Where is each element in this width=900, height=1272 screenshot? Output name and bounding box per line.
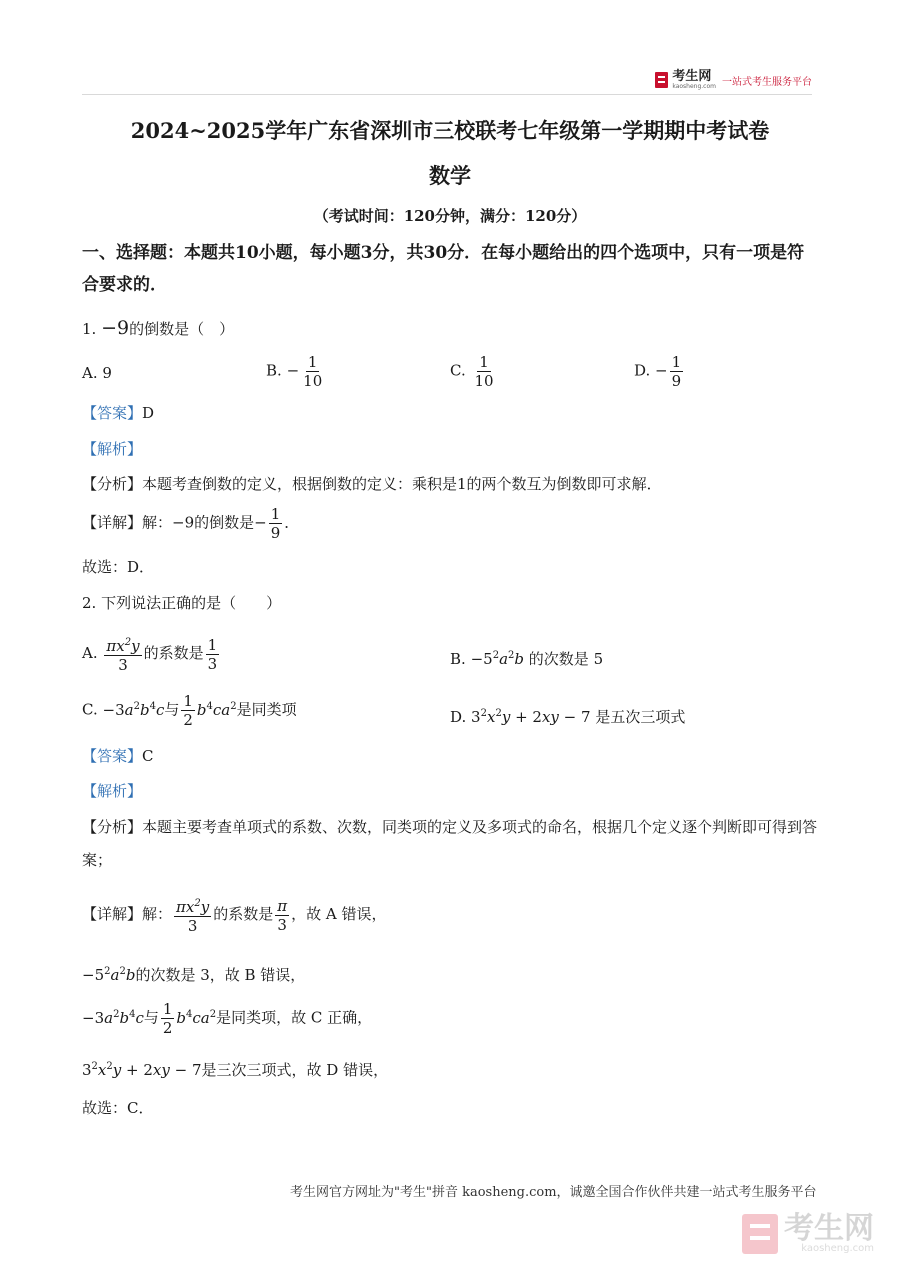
q2-detail-line4 <box>82 1057 388 1080</box>
logo-icon <box>655 72 668 88</box>
q1-option-d-sign: − <box>655 361 668 380</box>
q2-answer-tag: 【答案】 <box>82 747 143 765</box>
q1-option-c-label: C. <box>450 361 466 380</box>
q2-option-d <box>450 704 685 727</box>
q1-option-b-den: 10 <box>303 372 323 390</box>
q2-option-c-text: 是同类项 <box>236 700 297 719</box>
q2-detail4-expr: $3^2x^2y + 2xy - 7$ <box>82 1061 202 1079</box>
q2-option-d-expr: $3^2x^2y + 2xy - 7$ <box>471 708 591 726</box>
q2-stem-text: 下列说法正确的是（ ） <box>101 594 282 612</box>
q1-answer-tag: 【答案】 <box>82 404 143 422</box>
q1-option-a-label: A. 9 <box>82 364 112 382</box>
q1-option-d-den: 9 <box>671 372 682 390</box>
q2-option-a-text: 的系数是 <box>143 644 204 662</box>
q1-option-c <box>450 353 498 390</box>
q2-option-b-expr: $-5^2a^2b$ <box>470 650 525 668</box>
q1-option-c-den: 10 <box>474 372 494 390</box>
q1-option-d <box>634 353 685 390</box>
q2-detail-expr1: $\frac{\pi x^2y}{3}$ <box>174 895 211 935</box>
q1-option-b-label: B. <box>266 361 282 380</box>
q1-answer <box>82 403 154 423</box>
q1-option-b <box>266 353 326 390</box>
q1-stem-math: −9 <box>101 317 130 339</box>
q2-option-c-half-den: 2 <box>183 711 193 729</box>
q1-analysis-tag: 【解析】 <box>82 440 143 458</box>
logo-slogan: 一站式考生服务平台 <box>722 76 812 88</box>
q2-option-c-half-num: 1 <box>183 692 193 710</box>
watermark-domain: kaosheng.com <box>801 1243 874 1254</box>
q1-fenxi <box>82 474 662 494</box>
q2-fenxi <box>82 811 822 877</box>
q1-detail-sign: − <box>254 513 267 532</box>
q2-option-c-half <box>181 692 195 729</box>
watermark <box>742 1211 874 1254</box>
q2-fenxi-text: 本题主要考查单项式的系数、次数，同类项的定义及多项式的命名，根据几个定义逐个判断即可得到答案； <box>82 818 818 869</box>
q2-detail2-expr: $-5^2a^2b$ <box>82 966 136 984</box>
q1-detail-pre: 解： <box>142 513 173 532</box>
q2-fenxi-tag: 【分析】 <box>82 818 143 836</box>
q2-number: 2. <box>82 594 97 612</box>
q2-option-c-with: 与 <box>164 700 180 719</box>
q1-detail-tag: 【详解】 <box>82 513 143 532</box>
q1-detail-end: ． <box>284 513 300 532</box>
q2-option-d-text: 是五次三项式 <box>595 708 686 726</box>
q1-fenxi-tag: 【分析】 <box>82 475 143 493</box>
q1-option-c-num: 1 <box>479 353 489 371</box>
q1-option-d-fraction <box>670 353 684 390</box>
q2-detail-pre: 解： <box>142 905 173 923</box>
q2-conclusion: 故选：C． <box>82 1099 154 1117</box>
q1-number: 1. <box>82 320 97 338</box>
q1-detail-mid: 的倒数是 <box>194 513 255 532</box>
q2-detail-pi-over-3: $\frac{\pi}{3}$ <box>277 896 288 934</box>
q2-detail-line3 <box>82 1000 372 1037</box>
q2-stem <box>82 593 281 613</box>
q1-option-d-label: D. <box>634 361 651 380</box>
q1-answer-value: D <box>142 404 155 422</box>
q1-detail-num: 1 <box>270 505 281 523</box>
exam-meta: （考试时间：120分钟，满分：120分） <box>313 207 587 225</box>
q2-detail-tag: 【详解】 <box>82 905 143 923</box>
q2-detail3-expr1: $-3a^2b^4c$ <box>82 1008 144 1027</box>
logo-name: 考生网 <box>672 69 712 84</box>
q1-stem-text: 的倒数是（ ） <box>129 320 235 338</box>
q2-option-b <box>450 646 603 669</box>
q2-option-c-expr1: $-3a^2b^4c$ <box>102 700 165 719</box>
q2-analysis <box>82 781 142 801</box>
q2-detail2-end: 的次数是 3，故 B 错误， <box>135 966 306 984</box>
q2-option-b-label: B. <box>450 650 466 668</box>
logo-domain: kaosheng.com <box>672 83 716 90</box>
subject-title: 数学 <box>429 163 471 188</box>
q1-fenxi-text: 本题考查倒数的定义，根据倒数的定义：乘积是1的两个数互为倒数即可求解． <box>142 475 662 493</box>
header-divider <box>82 94 812 95</box>
q2-option-a-label: A. <box>82 644 98 662</box>
q1-option-c-fraction <box>473 353 496 390</box>
footer-text: 考生网官方网址为"考生"拼音 kaosheng.com，诚邀全国合作伙伴共建一站式考生服务平台 <box>290 1185 817 1200</box>
q2-option-c <box>82 692 297 729</box>
q2-option-b-text: 的次数是 5 <box>528 650 604 668</box>
q2-analysis-tag: 【解析】 <box>82 782 143 800</box>
q2-option-c-expr2: $b^4ca^2$ <box>196 700 237 719</box>
q2-detail3-expr2: $b^4ca^2$ <box>176 1008 217 1027</box>
q1-detail <box>82 505 299 542</box>
q2-option-a-expr: $\frac{\pi x^2y}{3}$ <box>104 634 141 674</box>
q2-detail1-end: ，故 A 错误， <box>291 905 387 923</box>
q1-option-d-num: 1 <box>671 353 682 371</box>
q1-conclusion: 故选：D． <box>82 558 155 576</box>
q1-detail-math: −9 <box>172 513 195 532</box>
q1-detail-den: 9 <box>270 524 281 542</box>
q1-analysis <box>82 439 142 459</box>
watermark-name: 考生网 <box>784 1211 874 1246</box>
q2-option-a-coef-num: 1 <box>207 635 218 654</box>
q2-detail3-with: 与 <box>143 1008 159 1027</box>
q1-stem <box>82 318 234 339</box>
q2-detail4-end: 是三次三项式，故 D 错误， <box>201 1061 389 1079</box>
q2-detail1-mid: 的系数是 <box>213 905 274 923</box>
q2-answer-value: C <box>142 747 154 765</box>
q2-detail3-end: 是同类项，故 C 正确， <box>216 1008 373 1027</box>
q1-option-b-fraction <box>301 353 324 390</box>
q2-detail-line1 <box>82 895 386 935</box>
q2-option-d-label: D. <box>450 708 467 726</box>
q2-detail3-half: $\frac{1}{2}$ <box>162 1000 173 1037</box>
watermark-logo-icon <box>742 1214 778 1254</box>
section-heading: 一、选择题：本题共10小题，每小题3分，共30分．在每小题给出的四个选项中，只有一项是符合要求的． <box>82 243 805 295</box>
q2-option-a <box>82 634 221 674</box>
q2-option-c-label: C. <box>82 700 98 719</box>
header-logo <box>655 70 812 90</box>
q1-option-b-sign: − <box>286 361 300 380</box>
q2-option-a-coef <box>206 636 220 673</box>
q1-detail-fraction <box>269 505 283 542</box>
q1-option-b-num: 1 <box>307 353 318 371</box>
q2-answer <box>82 746 154 766</box>
q1-option-a <box>82 363 112 383</box>
page-title: 2024~2025学年广东省深圳市三校联考七年级第一学期期中考试卷 <box>130 118 770 143</box>
q2-option-a-coef-den: 3 <box>207 654 218 673</box>
q2-detail-line2 <box>82 962 305 985</box>
